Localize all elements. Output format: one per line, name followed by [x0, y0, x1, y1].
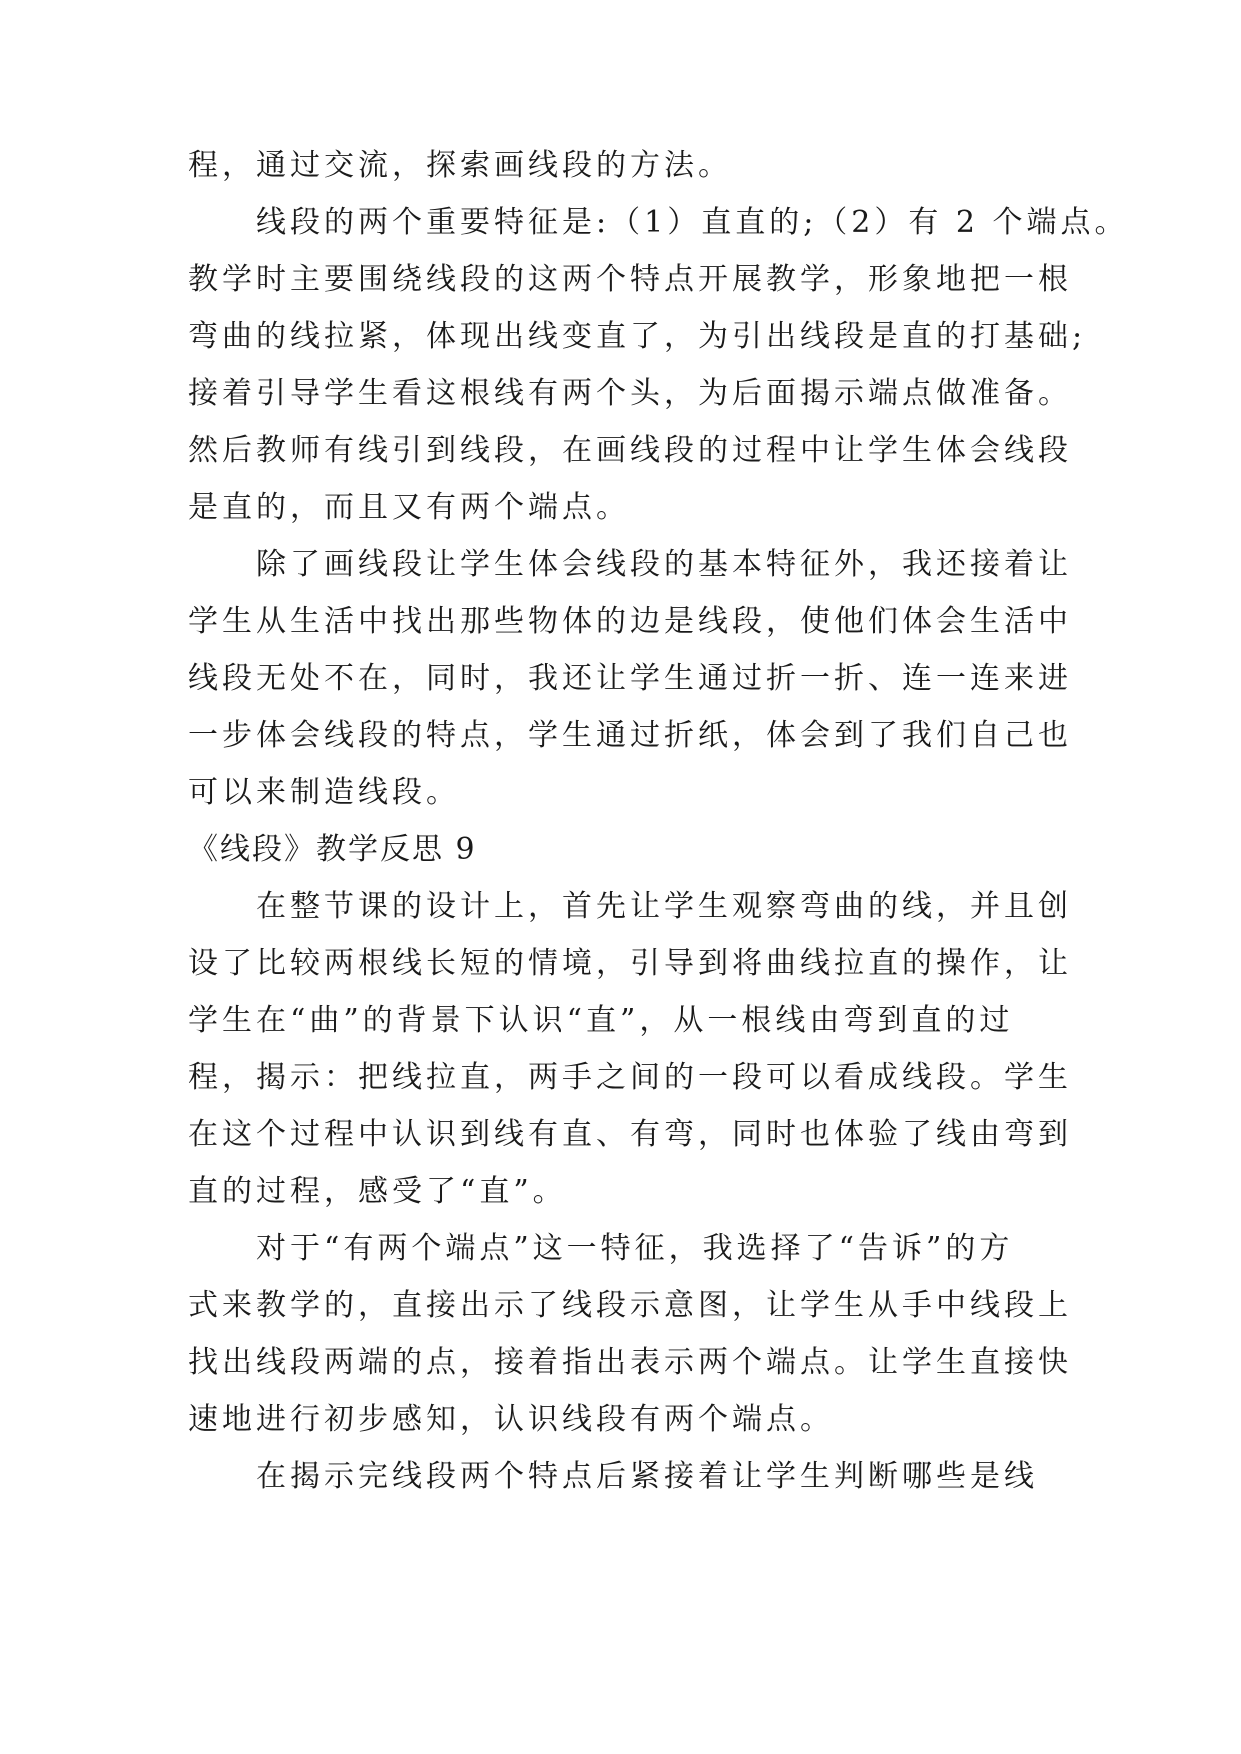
paragraph-line: 学生在“曲”的背景下认识“直”，从一根线由弯到直的过 — [188, 1003, 1014, 1038]
paragraph-line: 学生从生活中找出那些物体的边是线段，使他们体会生活中 — [188, 604, 1072, 639]
paragraph-line: 然后教师有线引到线段，在画线段的过程中让学生体会线段 — [188, 433, 1072, 468]
paragraph-line: 直的过程，感受了“直”。 — [188, 1174, 567, 1209]
paragraph-line: 在整节课的设计上，首先让学生观察弯曲的线，并且创 — [256, 889, 1072, 924]
paragraph-line: 速地进行初步感知，认识线段有两个端点。 — [188, 1402, 834, 1437]
paragraph-line: 线段的两个重要特征是:（1）直直的;（2）有 2 个端点。 — [256, 205, 1129, 240]
paragraph-line: 线段无处不在，同时，我还让学生通过折一折、连一连来进 — [188, 661, 1072, 696]
paragraph-line: 找出线段两端的点，接着指出表示两个端点。让学生直接快 — [188, 1345, 1072, 1380]
paragraph-line: 是直的，而且又有两个端点。 — [188, 490, 630, 525]
paragraph-line: 接着引导学生看这根线有两个头，为后面揭示端点做准备。 — [188, 376, 1072, 411]
paragraph-line: 对于“有两个端点”这一特征，我选择了“告诉”的方 — [256, 1231, 1014, 1266]
paragraph-line: 程，揭示：把线拉直，两手之间的一段可以看成线段。学生 — [188, 1060, 1072, 1095]
paragraph-line: 设了比较两根线长短的情境，引导到将曲线拉直的操作，让 — [188, 946, 1072, 981]
paragraph-line: 在揭示完线段两个特点后紧接着让学生判断哪些是线 — [256, 1459, 1038, 1494]
paragraph-line: 一步体会线段的特点，学生通过折纸，体会到了我们自己也 — [188, 718, 1072, 753]
section-heading: 《线段》教学反思 9 — [188, 832, 477, 867]
paragraph-line: 除了画线段让学生体会线段的基本特征外，我还接着让 — [256, 547, 1072, 582]
paragraph-line: 程，通过交流，探索画线段的方法。 — [188, 148, 732, 183]
paragraph-line: 式来教学的，直接出示了线段示意图，让学生从手中线段上 — [188, 1288, 1072, 1323]
paragraph-line: 在这个过程中认识到线有直、有弯，同时也体验了线由弯到 — [188, 1117, 1072, 1152]
paragraph-line: 弯曲的线拉紧，体现出线变直了，为引出线段是直的打基础; — [188, 319, 1087, 354]
paragraph-line: 可以来制造线段。 — [188, 775, 460, 810]
paragraph-line: 教学时主要围绕线段的这两个特点开展教学，形象地把一根 — [188, 262, 1072, 297]
